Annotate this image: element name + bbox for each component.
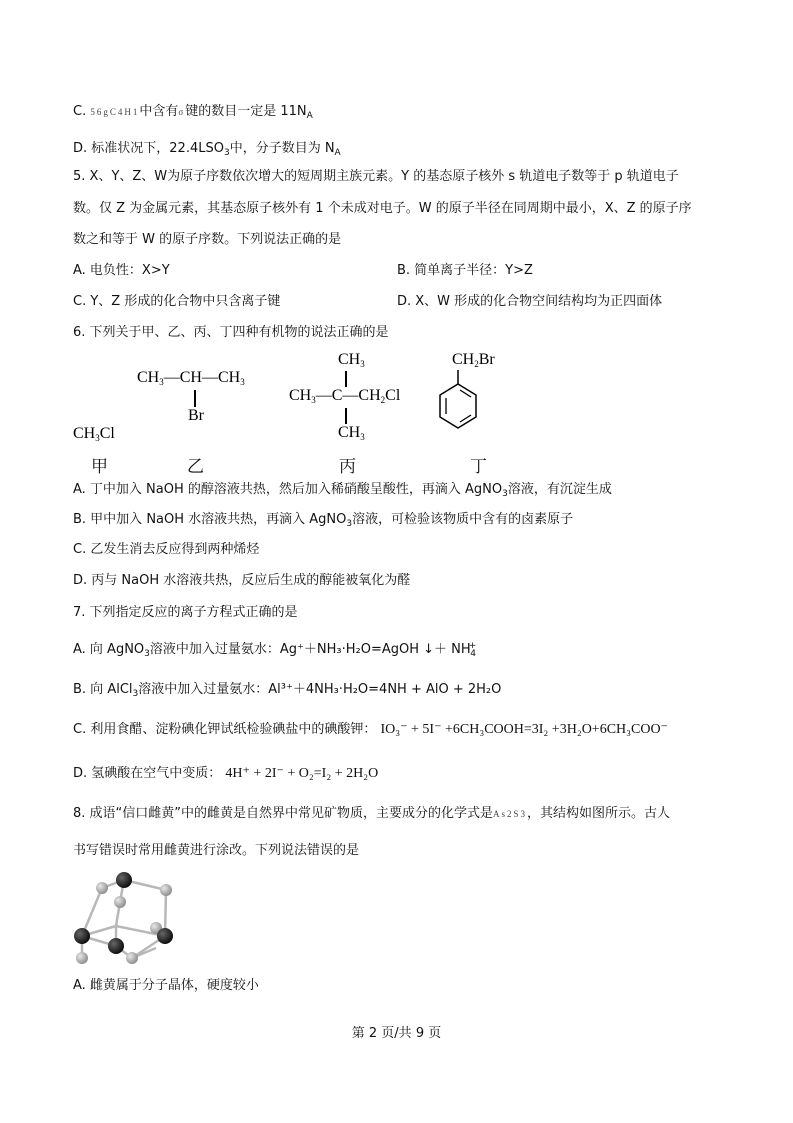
q7-option-b: B. 向 AlCl$_3$溶液中加入过量氨水：Al³⁺＋4NH₃·H₂O=4NH + AlO + 2H₂O [73, 682, 502, 699]
q5-stem-line1: 5. X、Y、Z、W为原子序数依次增大的短周期主族元素。Y 的基态原子核外 s 轨道电子数等于 p 轨道电子 [73, 169, 679, 184]
structure-yi-bond [194, 390, 196, 407]
structure-jia: $CH_3Cl$ [73, 425, 115, 443]
q5-stem-line2: 数。仅 Z 为金属元素，其基态原子核外有 1 个未成对电子。W 的原子半径在同周期中最小，X、Z 的原子序 [73, 201, 692, 216]
q7-option-a: A. 向 AgNO$_3$溶液中加入过量氨水：Ag⁺＋NH₃·H₂O=AgOH ↓＋ $NH^+_4$ [73, 641, 477, 659]
label-ding: 丁 [470, 457, 487, 477]
structure-bing-bond-bottom [345, 408, 347, 424]
q8-option-a: A. 雌黄属于分子晶体，硬度较小 [73, 978, 259, 993]
q6-option-a: A. 丁中加入 NaOH 的醇溶液共热，然后加入稀硝酸呈酸性，再滴入 AgNO$_3$溶液，有沉淀生成 [73, 482, 612, 499]
q5-stem-line3: 数之和等于 W 的原子序数。下列说法正确的是 [73, 232, 342, 247]
structure-bing-bond-top [345, 371, 347, 387]
structure-bing-bottom: $CH_3$ [338, 424, 365, 442]
structure-bing-main: $CH_3—C—CH_2Cl$ [289, 387, 401, 405]
structure-yi: $CH_3—CH—CH_3$ [137, 369, 245, 387]
q8-stem-line2: 书写错误时常用雌黄进行涂改。下列说法错误的是 [73, 843, 360, 858]
benzene-ring-icon [436, 366, 486, 438]
structure-bing-top: $CH_3$ [338, 351, 365, 369]
page-number: 第 2 页/共 9 页 [351, 1026, 442, 1041]
q5-option-c: C. Y、Z 形成的化合物中只含离子键 [73, 294, 281, 309]
q4-optc-formula: 56gC4H1 [90, 107, 140, 117]
q6-option-d: D. 丙与 NaOH 水溶液共热，反应后生成的醇能被氧化为醛 [73, 573, 411, 588]
q7-optc-equation: IO₃⁻ + 5I⁻ +6CH₃COOH=3I₂ +3H₂O+6CH₃COO⁻ [380, 722, 668, 737]
label-jia: 甲 [91, 457, 108, 477]
q5-option-d: D. X、W 形成的化合物空间结构均为正四面体 [397, 294, 663, 309]
q7-option-c: C. 利用食醋、淀粉碘化钾试纸检验碘盐中的碘酸钾： IO₃⁻ + 5I⁻ +6CH₃COOH=3I₂ +3H₂O+6CH₃COO⁻ [73, 722, 668, 737]
structure-ding-substituent: $CH_2Br$ [452, 351, 495, 369]
q4-option-c: C. 56gC4H1中含有σ键的数目一定是 $11N_A$ [73, 104, 313, 121]
q4-option-d: D. 标准状况下，$22.4LSO_3$中，分子数目为 $N_A$ [73, 141, 341, 158]
label-bing: 丙 [339, 457, 356, 477]
q6-option-c: C. 乙发生消去反应得到两种烯烃 [73, 542, 260, 557]
q8-formula: As2S3 [493, 809, 528, 819]
molecular-structure-image [72, 868, 180, 970]
q7-stem: 7. 下列指定反应的离子方程式正确的是 [73, 605, 298, 620]
q5-option-a: A. 电负性：X>Y [73, 263, 170, 278]
q7-option-d: D. 氢碘酸在空气中变质： 4H⁺ + 2I⁻ + O₂=I₂ + 2H₂O [73, 766, 379, 781]
q8-stem-line1: 8. 成语“信口雌黄”中的雌黄是自然界中常见矿物质，主要成分的化学式是As2S3，其结构如图所示。古人 [73, 806, 671, 821]
label-yi: 乙 [187, 457, 204, 477]
q7-optd-equation: 4H⁺ + 2I⁻ + O₂=I₂ + 2H₂O [225, 766, 379, 781]
structure-yi-br: Br [188, 407, 204, 424]
q5-option-b: B. 简单离子半径：Y>Z [397, 263, 533, 278]
q6-option-b: B. 甲中加入 NaOH 水溶液共热，再滴入 AgNO$_3$溶液，可检验该物质中含有的卤素原子 [73, 512, 574, 529]
q6-stem: 6. 下列关于甲、乙、丙、丁四种有机物的说法正确的是 [73, 325, 389, 340]
